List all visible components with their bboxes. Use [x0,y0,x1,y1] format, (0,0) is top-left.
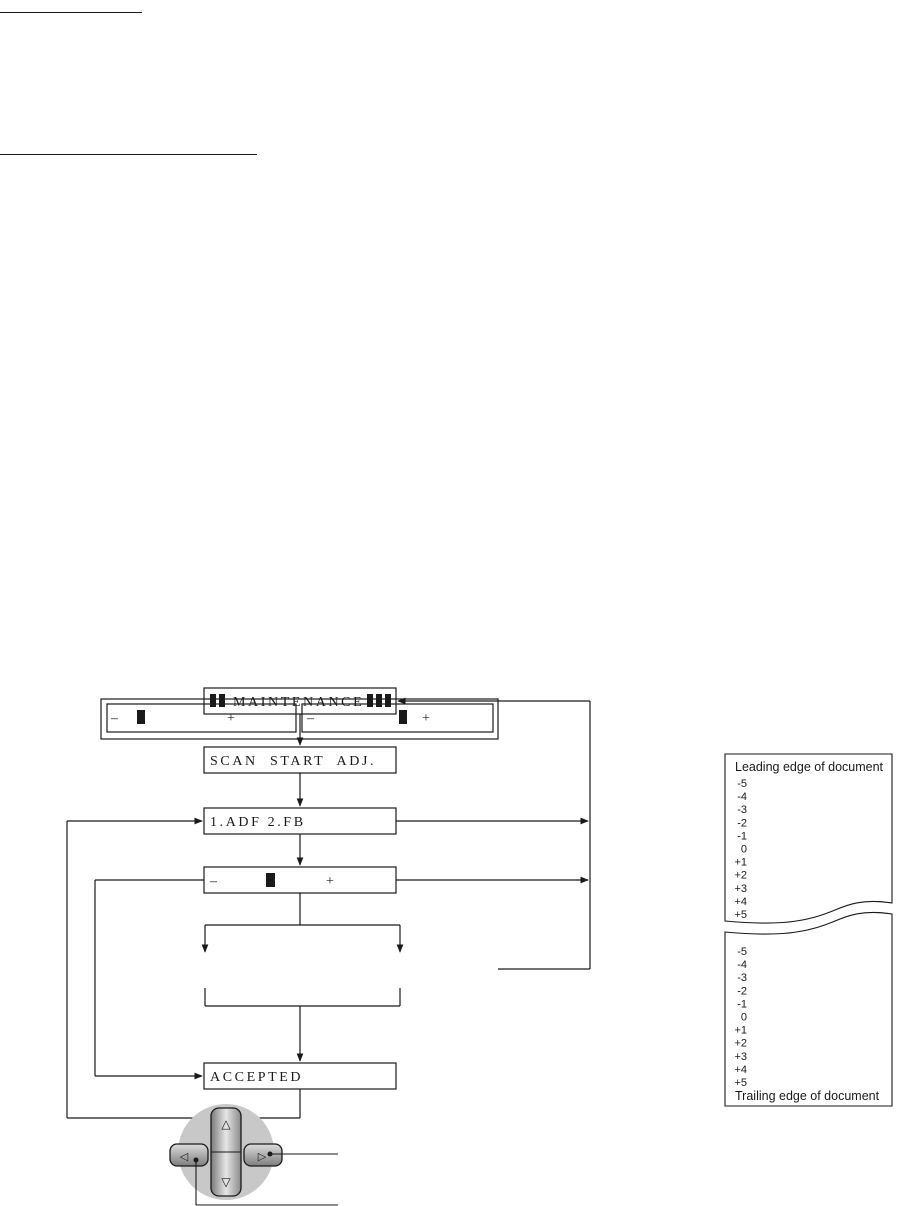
up-arrow-icon: △ [221,1117,231,1131]
scale-label: -5 [737,946,747,958]
scan-start-adj-label: SCAN START ADJ. [210,754,377,769]
plus-sign: + [422,711,430,726]
scale-label: +4 [734,895,747,908]
adf-fb-label: 1.ADF 2.FB [210,815,306,830]
scale-label: +3 [734,1050,747,1063]
right-arrow-icon: ▷ [257,1150,267,1163]
indicator-block [385,694,391,707]
scale-label: -3 [737,804,747,817]
lcd-maintenance-content [210,694,391,710]
left-arrow-icon: ◁ [179,1150,189,1163]
scale-label: -2 [737,817,747,830]
scale-label: +1 [734,1024,747,1037]
left-key[interactable] [170,1144,208,1166]
scale-label: -1 [737,998,747,1011]
lcd-adjust-bar [204,867,396,893]
trailing-edge-title: Trailing edge of document [735,1089,880,1103]
scale-label: -1 [737,830,747,843]
scale-label: +1 [734,856,747,869]
indicator-block [376,694,382,707]
plus-sign: + [326,874,334,889]
scale-label: -4 [737,959,747,972]
scale-label: +5 [734,909,747,921]
scale-label: -4 [737,791,747,804]
indicator-block [210,694,216,707]
scale-label: +5 [734,1077,747,1089]
position-cursor [266,873,275,887]
scale-label: -3 [737,972,747,985]
minus-sign: – [210,874,217,889]
scale-label: 0 [740,843,747,856]
indicator-block [367,694,373,707]
navigation-keypad [170,1104,338,1205]
down-arrow-icon: ▽ [221,1175,231,1189]
scale-label: -5 [737,778,747,790]
position-cursor-right [399,710,407,724]
scale-label: +3 [734,882,747,895]
minus-sign: – [111,711,118,726]
position-cursor-left [137,710,145,724]
maintenance-label: MAINTENANCE [233,695,365,710]
scale-label: 0 [740,1011,747,1024]
scale-label: +2 [734,1037,747,1050]
scale-label: -2 [737,985,747,998]
plus-sign: + [227,711,235,726]
scale-label: +4 [734,1063,747,1076]
scale-label: +2 [734,869,747,882]
test-chart-lower-sheet [725,912,892,1106]
indicator-block [219,694,225,707]
test-chart [725,754,892,1106]
leading-edge-title: Leading edge of document [735,760,884,774]
accepted-label: ACCEPTED [210,1070,304,1085]
test-chart-upper-sheet [725,754,892,923]
minus-sign: – [307,711,314,726]
